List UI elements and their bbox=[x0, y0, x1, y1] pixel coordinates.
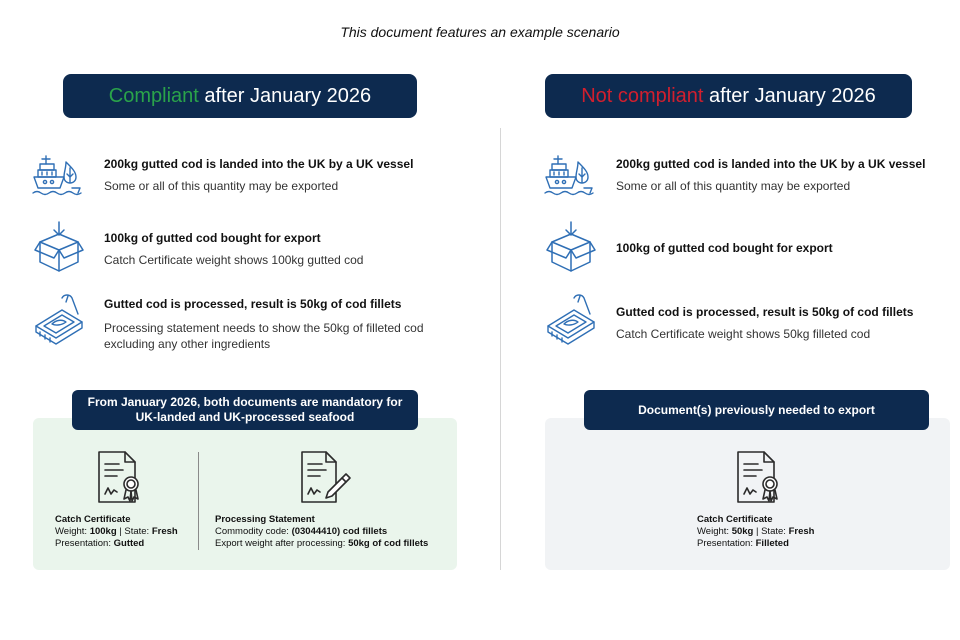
ship-fish-icon bbox=[544, 150, 598, 204]
left-step-processed-title: Gutted cod is processed, result is 50kg of cod fillets bbox=[104, 297, 402, 311]
ps-export-value: 50kg of cod fillets bbox=[348, 538, 429, 549]
right-step-landed bbox=[544, 150, 925, 204]
right-cc-weight-value: 50kg bbox=[731, 526, 754, 537]
ps-code-label: Commodity code: bbox=[215, 526, 292, 537]
not-compliant-heading bbox=[545, 74, 912, 118]
right-step-bought-title: 100kg of gutted cod bought for export bbox=[616, 241, 833, 255]
documents-divider bbox=[198, 452, 199, 550]
fillet-tray-icon bbox=[544, 292, 598, 346]
ps-code-value: (03044410) cod fillets bbox=[291, 526, 388, 537]
right-cc-weight-label: Weight: bbox=[697, 526, 732, 537]
mandatory-documents-banner bbox=[72, 390, 418, 430]
fillet-tray-icon bbox=[32, 292, 86, 346]
right-cc-presentation-value: Filleted bbox=[755, 538, 789, 549]
right-step-bought bbox=[544, 220, 833, 274]
box-download-icon bbox=[544, 220, 598, 274]
compliant-heading bbox=[63, 74, 417, 118]
compliant-status: Compliant bbox=[108, 84, 199, 107]
box-download-icon bbox=[32, 220, 86, 274]
ps-export-label: Export weight after processing: bbox=[215, 538, 349, 549]
processing-statement-title: Processing Statement bbox=[215, 514, 315, 525]
right-cc-state-value: Fresh bbox=[788, 526, 815, 537]
left-step-bought-title: 100kg of gutted cod bought for export bbox=[104, 231, 321, 245]
column-divider bbox=[500, 128, 501, 570]
left-catch-certificate-title: Catch Certificate bbox=[55, 514, 131, 525]
certificate-icon bbox=[91, 450, 147, 506]
left-step-bought bbox=[32, 220, 363, 274]
right-catch-certificate-title: Catch Certificate bbox=[697, 514, 773, 525]
left-step-processed-desc: Processing statement needs to show the 50kg of filleted cod bbox=[104, 321, 424, 335]
left-cc-presentation-value: Gutted bbox=[113, 538, 145, 549]
left-step-bought-desc: Catch Certificate weight shows 100kg gutted cod bbox=[104, 253, 364, 267]
right-step-processed-desc: Catch Certificate weight shows 50kg filleted cod bbox=[616, 327, 871, 341]
mandatory-banner-line-1: From January 2026, both documents are mandatory for bbox=[87, 395, 403, 409]
document-pen-icon bbox=[296, 450, 352, 506]
compliant-heading-rest: after January 2026 bbox=[198, 84, 372, 107]
left-catch-certificate bbox=[55, 514, 178, 550]
page-subtitle: This document features an example scenario bbox=[340, 24, 620, 40]
right-step-landed-title: 200kg gutted cod is landed into the UK by a UK vessel bbox=[616, 157, 926, 171]
left-step-processed bbox=[32, 292, 424, 352]
ship-fish-icon bbox=[32, 150, 86, 204]
left-cc-weight-value: 100kg bbox=[89, 526, 117, 537]
right-cc-state-label: | State: bbox=[753, 526, 789, 537]
right-step-processed bbox=[544, 292, 913, 346]
certificate-icon bbox=[730, 450, 786, 506]
left-cc-presentation-label: Presentation: bbox=[55, 538, 114, 549]
left-cc-state-value: Fresh bbox=[151, 526, 178, 537]
mandatory-banner-line-2: UK-landed and UK-processed seafood bbox=[135, 410, 355, 424]
left-step-processed-desc-2: excluding any other ingredients bbox=[104, 337, 271, 351]
not-compliant-heading-rest: after January 2026 bbox=[703, 84, 876, 107]
right-cc-presentation-label: Presentation: bbox=[697, 538, 756, 549]
left-step-landed-title: 200kg gutted cod is landed into the UK by a UK vessel bbox=[104, 157, 414, 171]
right-step-processed-title: Gutted cod is processed, result is 50kg of cod fillets bbox=[616, 305, 914, 319]
left-step-landed bbox=[32, 150, 413, 204]
right-step-landed-desc: Some or all of this quantity may be exported bbox=[616, 179, 851, 193]
right-catch-certificate bbox=[697, 514, 814, 550]
left-cc-weight-label: Weight: bbox=[55, 526, 90, 537]
not-compliant-status: Not compliant bbox=[581, 84, 704, 107]
left-step-landed-desc: Some or all of this quantity may be exported bbox=[104, 179, 339, 193]
left-cc-state-label: | State: bbox=[116, 526, 152, 537]
previous-documents-banner: Document(s) previously needed to export bbox=[584, 390, 929, 430]
processing-statement bbox=[215, 514, 428, 550]
